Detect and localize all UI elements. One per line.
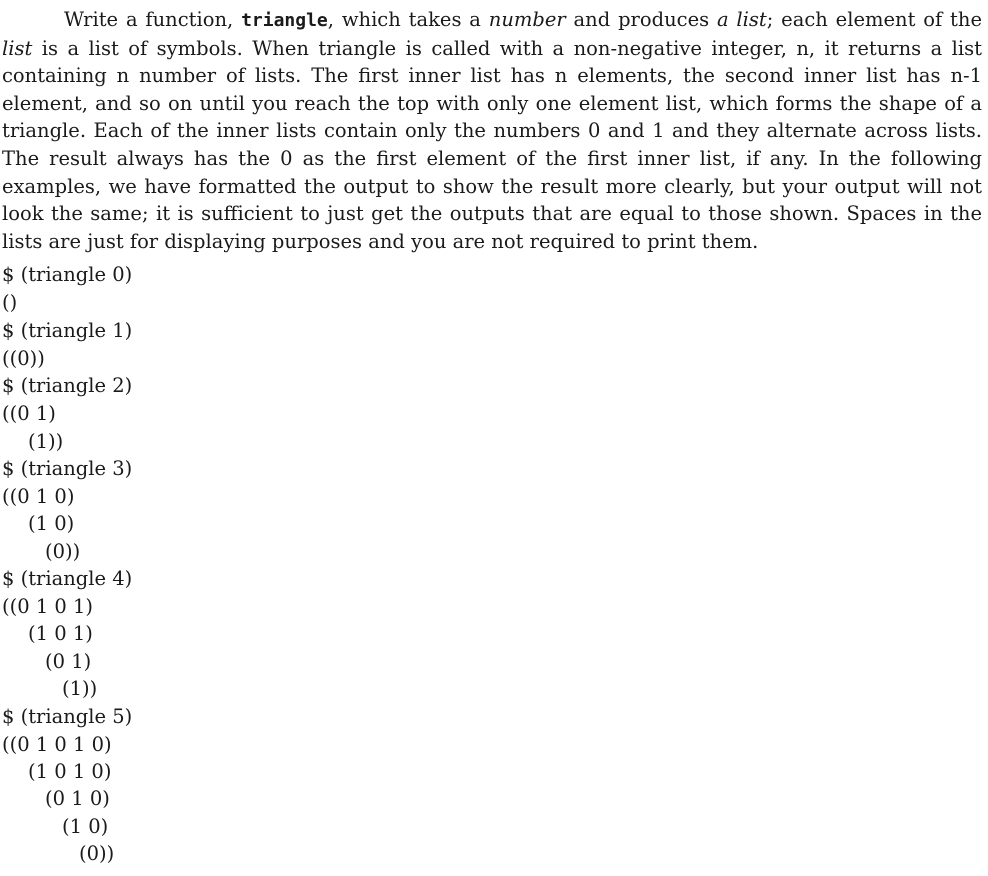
example-command: $ (triangle 1) [2,318,133,342]
example-command: $ (triangle 2) [2,374,133,398]
example-command: $ (triangle 0) [2,263,133,287]
example-output-line: (0 1) [45,649,92,673]
example-output-line: ((0 1 0 1 0) [2,732,112,756]
problem-description [2,6,982,255]
text-segment: , which takes a [327,8,489,31]
example-output-line: (1 0) [62,814,109,838]
example-command: $ (triangle 5) [2,704,133,728]
function-name: triangle [241,10,328,31]
example-output-line: (1 0 1) [28,622,93,646]
text-segment: is a list of symbols. When triangle is called with a non-negative integer, n, it returns a list containing n number of lists. The first inner list has n elements, the second inner list has n-1 element, and so on until you reach the top with only one element list, which forms the shape of a triangle. Each of the inner lists contain only the numbers 0 and 1 and they alternate across lists. The result always has the 0 as the first element of the first inner list, if any. In the following examples, we have formatted the output to show the result more clearly, but your output will not look the same; it is sufficient to just get the outputs that are equal to those shown. Spaces in the lists are just for displaying purposes and you are not required to print them. [2,36,982,253]
text-segment: Write a function, [64,8,242,31]
text-segment: ; each element of the [766,8,982,31]
example-output-line: (0 1 0) [45,787,110,811]
text-segment: and produces [565,8,717,31]
example-command: $ (triangle 4) [2,567,133,591]
emphasis-number: number [488,8,566,31]
example-output-line: () [2,291,18,315]
example-output-line: (1)) [28,429,64,453]
example-output-line: (1 0 1 0) [28,760,112,784]
emphasis-list: list [2,36,33,60]
example-output-line: (0)) [45,539,81,563]
example-output-line: (1)) [62,677,98,701]
example-output-line: (1 0) [28,512,75,536]
example-output-line: (0)) [79,842,115,866]
example-output-line: ((0 1) [2,402,56,426]
example-output-line: ((0 1 0 1) [2,595,94,619]
document [2,6,982,868]
example-command: $ (triangle 3) [2,456,133,480]
example-output-line: ((0 1 0) [2,484,75,508]
examples-block [2,261,982,867]
emphasis-a-list: a list [716,8,767,31]
example-output-line: ((0)) [2,346,45,370]
